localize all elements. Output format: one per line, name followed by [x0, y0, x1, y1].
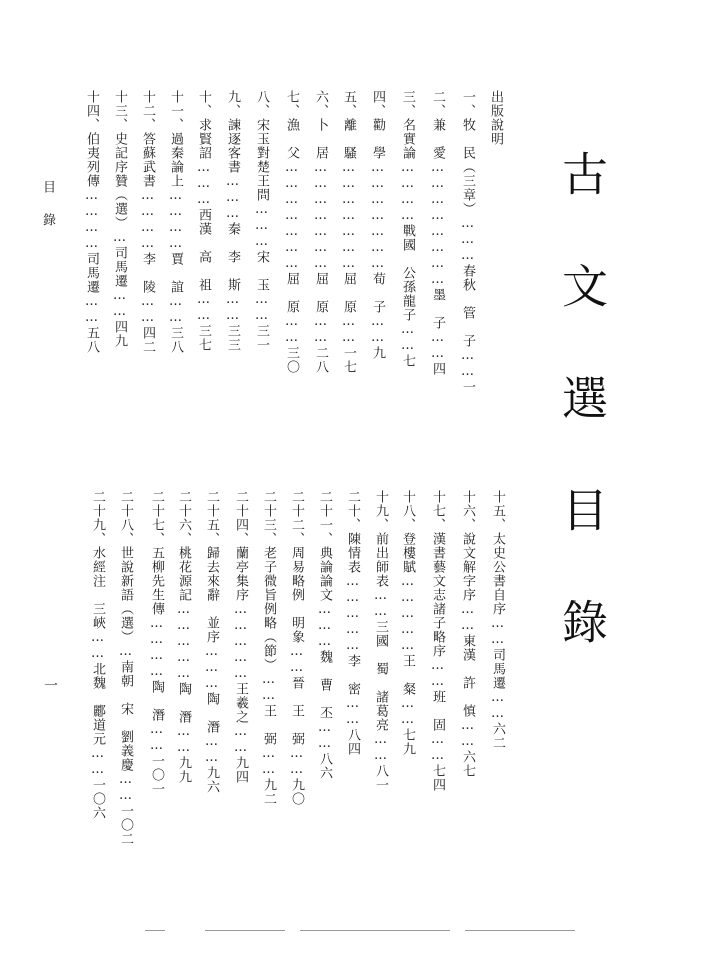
scan-artifact: [205, 930, 285, 931]
scan-artifact: [300, 930, 450, 931]
toc-entry: 二十、陳情表……………李 密……八四: [345, 490, 360, 756]
toc-entry: 出版說明: [488, 90, 503, 146]
page-title: 古文選目錄: [555, 150, 609, 710]
toc-entry: 二十五、歸去來辭 並序………陶 潛……九六: [204, 490, 219, 794]
toc-entry: 十三、史記序贊（選）…司馬遷……四九: [112, 90, 127, 348]
toc-entry: 八、宋玉對楚王問………宋 玉……三一: [254, 90, 269, 352]
toc-entry: 二十九、水經注 三峽……北魏 酈道元……一〇六: [90, 490, 105, 820]
toc-entry: 十、求賢詔………西漢 高 祖……三七: [196, 90, 211, 352]
toc-entry: 二十四、蘭亭集序……………王羲之……九四: [233, 490, 248, 784]
toc-entry: 六、卜 居…………………屈 原……二八: [313, 90, 328, 374]
toc-entry: 十二、答蘇武書…………李 陵……四二: [140, 90, 155, 354]
toc-entry: 二十二、周易略例 明象……晉 王 弼……九〇: [289, 490, 304, 806]
toc-entry: 十一、過秦論上…………賈 誼……三八: [168, 90, 183, 354]
toc-entry: 二十一、典論論文………魏 曹 丕……八六: [317, 490, 332, 780]
toc-entry: 九、諫逐客書………秦 李 斯……三三: [225, 90, 240, 352]
toc-entry: 一、牧 民（三章）………春秋 管 子……一: [460, 90, 475, 394]
toc-entry: 二十八、世說新語（選）…南朝 宋 劉義慶……一〇二: [118, 490, 133, 846]
scan-artifact: [145, 930, 165, 931]
toc-entry: 十六、說文解字序……東漢 許 慎……六七: [460, 490, 475, 778]
toc-entry: 三、名實論…………戰國 公孫龍子……七: [400, 90, 415, 368]
toc-entry: 二十六、桃花源記……………陶 潛……九九: [176, 490, 191, 784]
toc-entry: 十五、太史公書自序……司馬遷……六二: [490, 490, 505, 750]
page-number: 一: [42, 678, 58, 692]
toc-entry: 七、漁 父…………………屈 原……三〇: [284, 90, 299, 374]
toc-entry: 十四、伯夷列傳…………司馬遷……五八: [84, 90, 99, 354]
toc-entry: 十八、登樓賦……………王 粲……七九: [400, 490, 415, 756]
toc-entry: 五、離 騷…………………屈 原……一七: [341, 90, 356, 374]
toc-entry: 二、兼 愛……………………墨 子……四: [430, 90, 445, 376]
toc-entry: 十九、前出師表……三國 蜀 諸葛亮……八一: [373, 490, 388, 792]
scan-artifact: [465, 930, 575, 931]
toc-entry: 二十三、老子微旨例略（節）……王 弼……九二: [261, 490, 276, 806]
toc-entry: 二十七、五柳先生傳…………陶 潛……一〇一: [149, 490, 164, 796]
toc-entry: 十七、漢書藝文志諸子略序……班 固……七四: [430, 490, 445, 792]
toc-entry: 四、勸 學…………………荀 子……九: [370, 90, 385, 360]
side-label: 目錄: [40, 180, 55, 246]
